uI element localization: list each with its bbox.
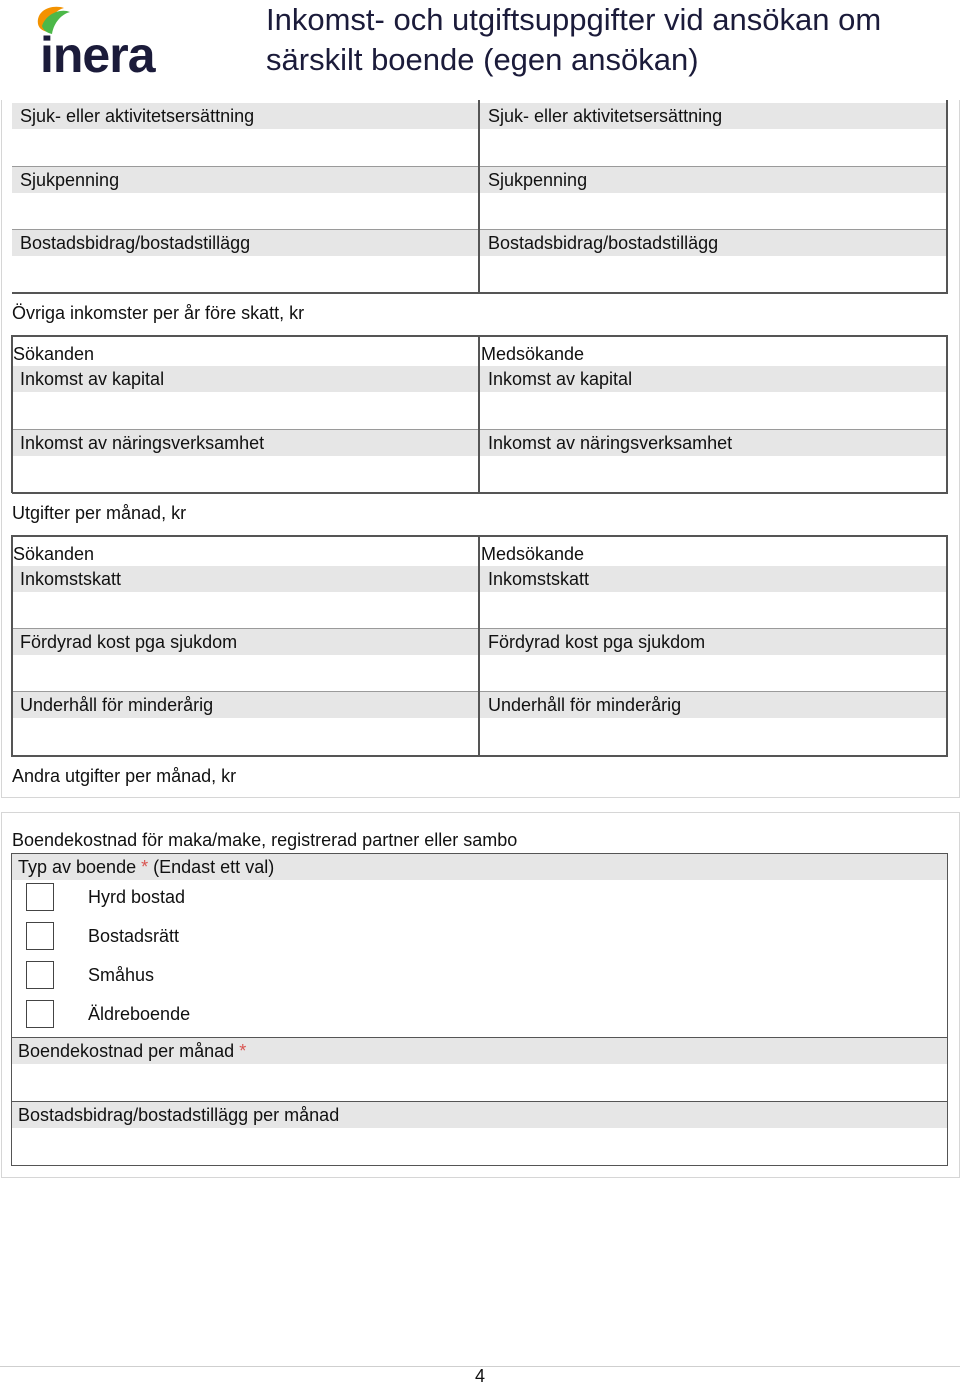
coapplicant-label: Medsökande (481, 544, 585, 564)
applicant-capital-income-input[interactable] (12, 393, 478, 428)
coapplicant-label: Medsökande (481, 344, 585, 364)
field-label: Fördyrad kost pga sjukdom (12, 629, 478, 655)
applicant-sickness-compensation-input[interactable] (12, 129, 478, 166)
coapplicant-housing-allowance-input[interactable] (480, 256, 948, 293)
applicant-sick-pay-input[interactable] (12, 193, 478, 229)
option-label: Småhus (88, 965, 155, 985)
field-label: Sjuk- eller aktivitetsersättning (12, 103, 478, 129)
other-expenses-heading: Andra utgifter per månad, kr (12, 766, 237, 786)
field-label: Underhåll för minderårig (12, 692, 478, 718)
option-label: Hyrd bostad (88, 887, 186, 907)
required-marker: * (239, 1041, 247, 1061)
coapplicant-business-income-field (480, 429, 948, 492)
other-income-heading: Övriga inkomster per år före skatt, kr (12, 303, 305, 323)
housing-allowance-input[interactable] (12, 1128, 947, 1165)
applicant-label: Sökanden (13, 544, 95, 564)
applicant-label: Sökanden (13, 344, 95, 364)
option-label: Äldreboende (88, 1004, 191, 1024)
housing-type-hint: (Endast ett val) (153, 857, 275, 877)
coapplicant-housing-allowance-field (480, 229, 948, 293)
coapplicant-capital-income-input[interactable] (480, 393, 948, 428)
coapplicant-child-support-field (480, 691, 948, 755)
coapplicant-capital-income-field (480, 365, 948, 428)
field-label: Sjukpenning (12, 167, 478, 193)
field-label: Inkomst av näringsverksamhet (12, 430, 478, 456)
page-title (266, 0, 956, 80)
coapplicant-diet-cost-field (480, 628, 948, 691)
expenses-heading: Utgifter per månad, kr (12, 503, 187, 523)
field-label: Fördyrad kost pga sjukdom (480, 629, 948, 655)
field-label: Inkomstskatt (480, 566, 948, 592)
coapplicant-sickness-compensation-field (480, 100, 948, 166)
checkbox-rented-apartment[interactable] (26, 883, 54, 911)
option-label: Bostadsrätt (88, 926, 180, 946)
field-label: Underhåll för minderårig (480, 692, 948, 718)
applicant-child-support-field (12, 691, 478, 755)
housing-type-label (12, 854, 947, 880)
field-label: Inkomst av kapital (480, 366, 948, 392)
field-label: Sjukpenning (480, 167, 948, 193)
applicant-diet-cost-field (12, 628, 478, 691)
checkbox-elderly-home[interactable] (26, 1000, 54, 1028)
applicant-sickness-compensation-field (12, 100, 478, 166)
applicant-capital-income-field (12, 365, 478, 428)
coapplicant-income-tax-field (480, 565, 948, 628)
field-label: Sjuk- eller aktivitetsersättning (480, 103, 948, 129)
applicant-housing-allowance-field (12, 229, 478, 293)
applicant-business-income-input[interactable] (12, 457, 478, 492)
coapplicant-child-support-input[interactable] (480, 719, 948, 755)
applicant-business-income-field (12, 429, 478, 492)
page-number: 4 (474, 1366, 485, 1386)
required-marker: * (141, 857, 149, 877)
applicant-sick-pay-field (12, 166, 478, 229)
coapplicant-diet-cost-input[interactable] (480, 656, 948, 691)
coapplicant-sick-pay-input[interactable] (480, 193, 948, 229)
checkbox-condominium[interactable] (26, 922, 54, 950)
field-label: Inkomst av kapital (12, 366, 478, 392)
field-label: Inkomstskatt (12, 566, 478, 592)
housing-cost-label-text: Boendekostnad per månad (18, 1041, 235, 1061)
housing-allowance-label: Bostadsbidrag/bostadstillägg per månad (12, 1102, 947, 1128)
coapplicant-sickness-compensation-input[interactable] (480, 129, 948, 166)
applicant-income-tax-field (12, 565, 478, 628)
page-title-line-2: särskilt boende (egen ansökan) (266, 42, 699, 77)
coapplicant-sick-pay-field (480, 166, 948, 229)
coapplicant-income-tax-input[interactable] (480, 593, 948, 628)
applicant-income-tax-input[interactable] (12, 593, 478, 628)
field-label: Bostadsbidrag/bostadstillägg (480, 230, 948, 256)
page-title-line-1: Inkomst- och utgiftsuppgifter vid ansökan om (266, 2, 882, 37)
applicant-child-support-input[interactable] (12, 719, 478, 755)
housing-cost-label (12, 1038, 947, 1064)
coapplicant-business-income-input[interactable] (480, 457, 948, 492)
logo-wordmark: inera (40, 27, 155, 83)
applicant-housing-allowance-input[interactable] (12, 256, 478, 293)
housing-heading: Boendekostnad för maka/make, registrerad partner eller sambo (12, 830, 518, 850)
housing-type-label-text: Typ av boende (18, 857, 137, 877)
housing-cost-input[interactable] (12, 1064, 947, 1101)
field-label: Bostadsbidrag/bostadstillägg (12, 230, 478, 256)
applicant-diet-cost-input[interactable] (12, 656, 478, 691)
field-label: Inkomst av näringsverksamhet (480, 430, 948, 456)
checkbox-house[interactable] (26, 961, 54, 989)
